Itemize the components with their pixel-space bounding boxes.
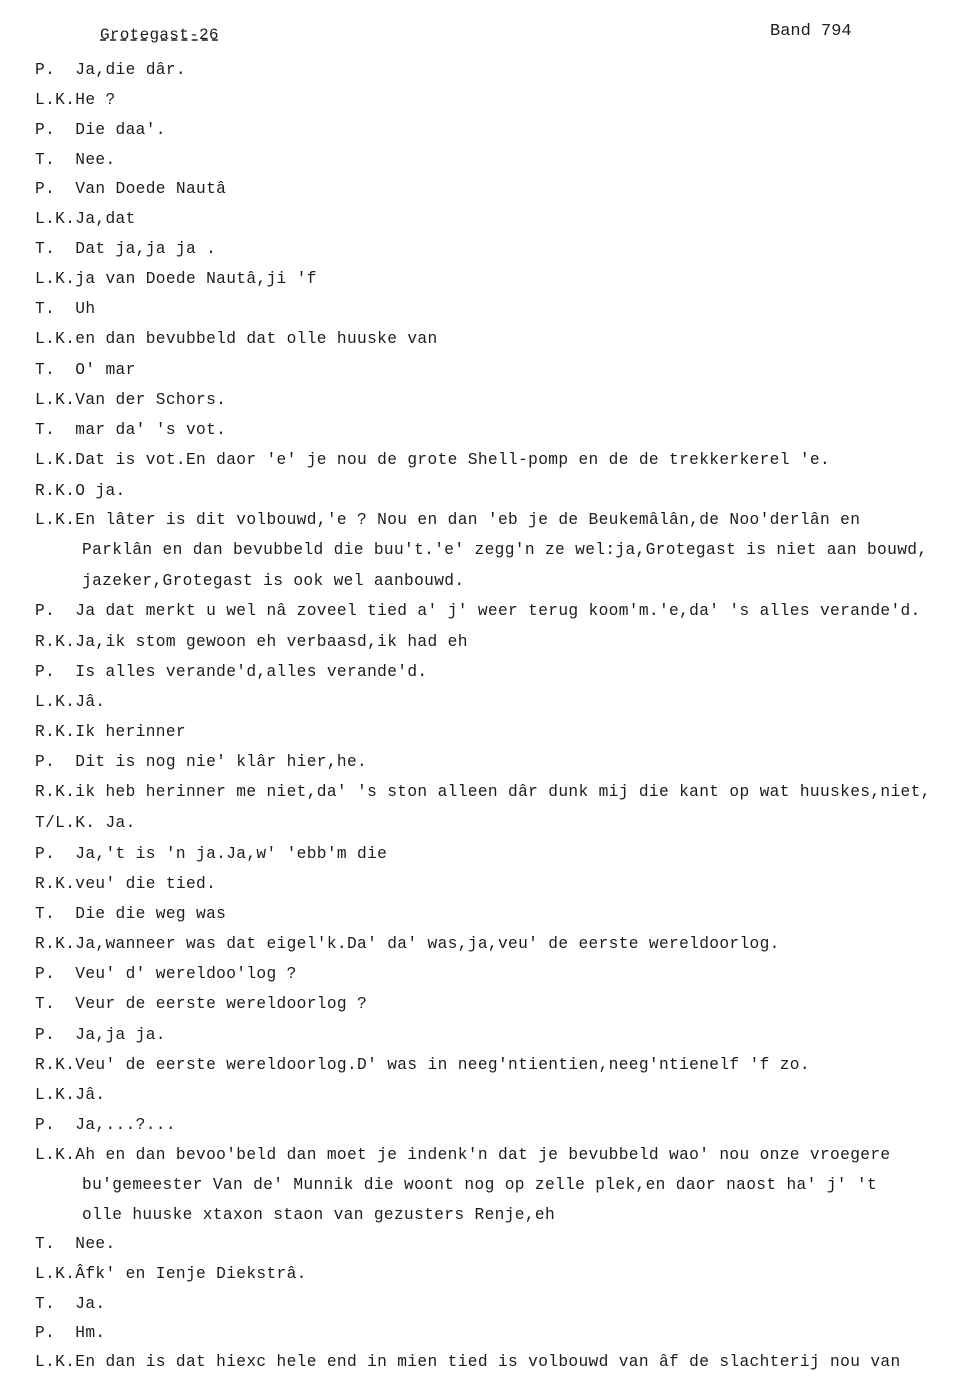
transcript-line: P. Dit is nog nie' klâr hier,he. (35, 753, 368, 771)
transcript-line: olle huuske xtaxon staon van gezusters Renje,eh (82, 1206, 556, 1224)
transcript-line: T. Nee. (35, 1235, 116, 1253)
transcript-line: L.K.Jâ. (35, 1086, 106, 1104)
transcript-line: L.K.Âfk' en Ienje Diekstrâ. (35, 1265, 307, 1283)
transcript-line: P. Is alles verande'd,alles verande'd. (35, 663, 428, 681)
transcript-line: L.K.En lâter is dit volbouwd,'e ? Nou en dan 'eb je de Beukemâlân,de Noo'derlân en (35, 511, 861, 529)
transcript-line: T. Uh (35, 300, 96, 318)
transcript-line: P. Ja,...?... (35, 1116, 176, 1134)
transcript-line: L.K.en dan bevubbeld dat olle huuske van (35, 330, 438, 348)
transcript-line: P. Veu' d' wereldoo'log ? (35, 965, 297, 983)
transcript-line: L.K.Dat is vot.En daor 'e' je nou de grote Shell-pomp en de de trekkerkerel 'e. (35, 451, 831, 469)
transcript-line: R.K.Ja,ik stom gewoon eh verbaasd,ik had eh (35, 633, 468, 651)
transcript-line: P. Ja,'t is 'n ja.Ja,w' 'ebb'm die (35, 845, 388, 863)
transcript-line: L.K.Ah en dan bevoo'beld dan moet je indenk'n dat je bevubbeld wao' nou onze vroegere (35, 1146, 891, 1164)
band-number: Band 794 (770, 22, 852, 41)
transcript-line: T. Ja. (35, 1295, 106, 1313)
transcript-line: L.K.Ja,dat (35, 210, 136, 228)
transcript-line: P. Die daa'. (35, 121, 166, 139)
transcript-line: R.K.veu' die tied. (35, 875, 217, 893)
transcript-line: R.K.Veu' de eerste wereldoorlog.D' was in neeg'ntientien,neeg'ntienelf 'f zo. (35, 1056, 810, 1074)
transcript-line: T/L.K. Ja. (35, 814, 136, 832)
transcript-line: R.K.Ja,wanneer was dat eigel'k.Da' da' was,ja,veu' de eerste wereldoorlog. (35, 935, 780, 953)
transcript-line: R.K.Ik herinner (35, 723, 186, 741)
transcript-line: T. Nee. (35, 151, 116, 169)
transcript-line: P. Hm. (35, 1324, 106, 1342)
transcript-line: bu'gemeester Van de' Munnik die woont nog op zelle plek,en daor naost ha' j' 't (82, 1176, 878, 1194)
document-title: Grotegast-26 (100, 26, 219, 44)
transcript-line: Parklân en dan bevubbeld die buu't.'e' zegg'n ze wel:ja,Grotegast is niet aan bouwd, (82, 541, 928, 559)
transcript-line: P. Ja,die dâr. (35, 61, 186, 79)
transcript-line: T. O' mar (35, 361, 136, 379)
transcript-line: R.K.ik heb herinner me niet,da' 's ston alleen dâr dunk mij die kant op wat huuskes,niet, (35, 783, 931, 801)
transcript-line: T. Dat ja,ja ja . (35, 240, 217, 258)
transcript-line: L.K.ja van Doede Nautâ,ji 'f (35, 270, 317, 288)
transcript-line: jazeker,Grotegast is ook wel aanbouwd. (82, 572, 465, 590)
transcript-line: P. Ja,ja ja. (35, 1026, 166, 1044)
transcript-line: P. Ja dat merkt u wel nâ zoveel tied a' j' weer terug koom'm.'e,da' 's alles verande'd. (35, 602, 921, 620)
transcript-line: L.K.Jâ. (35, 693, 106, 711)
transcript-line: L.K.En dan is dat hiexc hele end in mien tied is volbouwd van âf de slachterij nou van (35, 1353, 901, 1371)
transcript-line: P. Van Doede Nautâ (35, 180, 227, 198)
transcript-line: L.K.Van der Schors. (35, 391, 227, 409)
transcript-line: R.K.O ja. (35, 482, 126, 500)
transcript-line: T. Veur de eerste wereldoorlog ? (35, 995, 368, 1013)
transcript-line: T. Die die weg was (35, 905, 227, 923)
transcript-line: T. mar da' 's vot. (35, 421, 227, 439)
transcript-line: L.K.He ? (35, 91, 116, 109)
